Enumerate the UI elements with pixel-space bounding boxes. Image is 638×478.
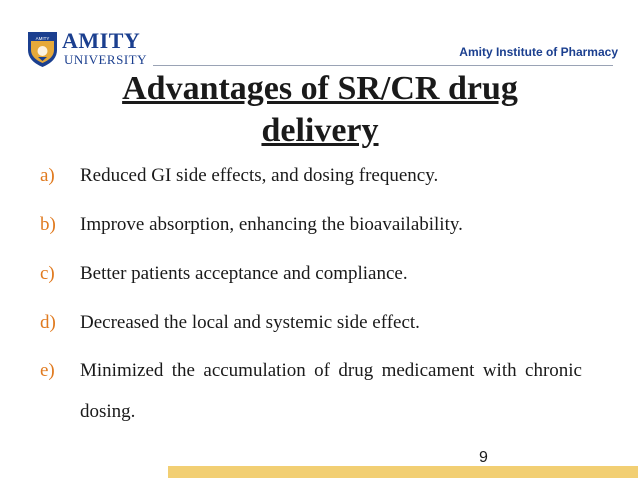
footer-bar [168, 466, 638, 478]
amity-crest-icon [26, 30, 59, 68]
logo-name: AMITY [62, 28, 141, 53]
list-item-text: Minimized the accumulation of drug medicament with chronic dosing. [80, 360, 582, 422]
header-divider [153, 65, 613, 66]
list-item [40, 160, 600, 191]
slide-title: Advantages of SR/CR drug delivery [122, 70, 518, 149]
list-marker: a) [40, 165, 55, 186]
list-marker: c) [40, 263, 55, 284]
list-marker: e) [40, 360, 55, 381]
page-number: 9 [479, 449, 488, 466]
list-item [40, 350, 600, 432]
list-item-text: Better patients acceptance and compliance. [80, 263, 408, 284]
list-marker: b) [40, 214, 56, 235]
advantages-list [40, 160, 600, 450]
amity-logo [26, 30, 148, 72]
list-marker: d) [40, 312, 56, 333]
list-item [40, 258, 600, 289]
list-item [40, 209, 600, 240]
list-item [40, 307, 600, 338]
crest-text: AMITY [35, 36, 50, 41]
list-item-text: Improve absorption, enhancing the bioavailability. [80, 214, 463, 235]
logo-subtitle: UNIVERSITY [64, 52, 147, 67]
institute-name: Amity Institute of Pharmacy [459, 45, 618, 59]
list-item-text: Reduced GI side effects, and dosing frequency. [80, 165, 439, 186]
list-item-text: Decreased the local and systemic side effect. [80, 312, 420, 333]
